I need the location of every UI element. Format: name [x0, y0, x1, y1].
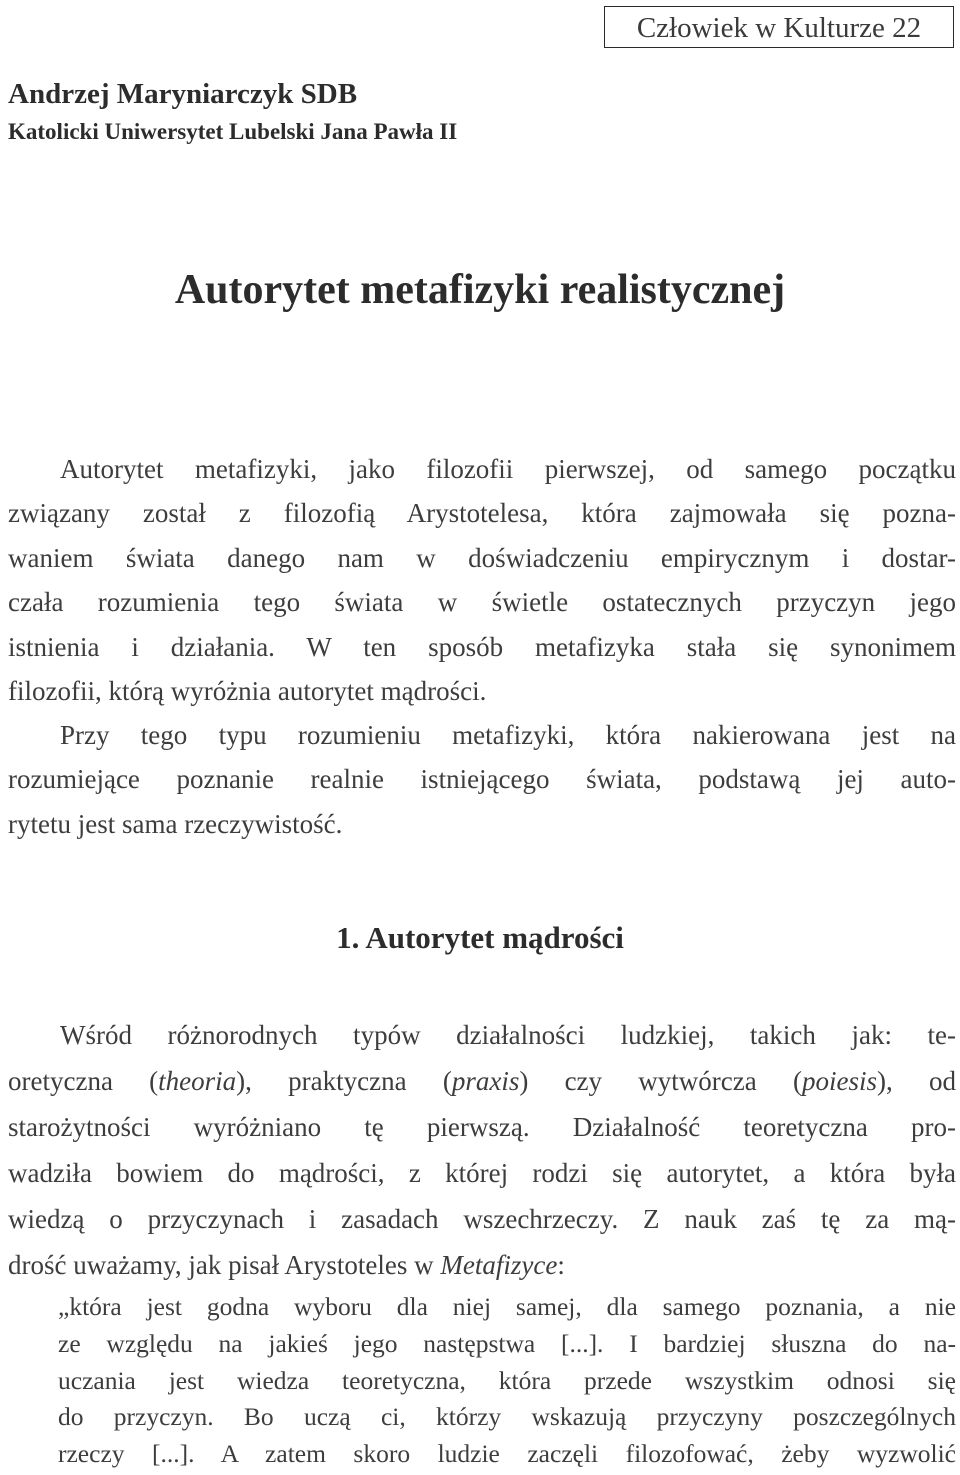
quote-line: uczania jest wiedza teoretyczna, która przede wszystkim odnosi się	[58, 1365, 956, 1395]
intro-paragraph-1	[8, 447, 956, 713]
text-segment: ), od	[876, 1066, 956, 1096]
block-quote	[58, 1289, 956, 1473]
text-line: czała rozumienia tego świata w świetle ostatecznych przyczyn jego	[8, 587, 956, 618]
text-line: wadziła bowiem do mądrości, z której rodzi się autorytet, a która była	[8, 1158, 956, 1188]
text-line	[8, 1058, 956, 1104]
text-segment: :	[557, 1250, 565, 1280]
author-name: Andrzej Maryniarczyk SDB	[8, 78, 358, 110]
text-line: Autorytet metafizyki, jako filozofii pierwszej, od samego początku	[60, 454, 956, 484]
text-line: Wśród różnorodnych typów działalności ludzkiej, takich jak: te-	[60, 1020, 956, 1050]
intro-paragraph-2	[8, 713, 956, 846]
article-title: Autorytet metafizyki realistycznej	[174, 267, 786, 313]
text-line: rytetu jest sama rzeczywistość.	[8, 808, 343, 839]
section-1-paragraph	[8, 1012, 956, 1288]
author-affiliation: Katolicki Uniwersytet Lubelski Jana Pawła II	[8, 119, 458, 144]
quote-line: „która jest godna wyboru dla niej samej, dla samego poznania, a nie	[58, 1292, 956, 1321]
text-segment: oretyczna (	[8, 1066, 159, 1096]
text-line: waniem świata danego nam w doświadczeniu empirycznym i dostar-	[8, 542, 956, 573]
italic-term: Metafizyce	[440, 1250, 558, 1280]
italic-term: poiesis	[801, 1066, 877, 1096]
text-line: wiedzą o przyczynach i zasadach wszechrzeczy. Z nauk zaś tę za mą-	[8, 1204, 956, 1234]
journal-header-box: Człowiek w Kulturze 22	[604, 6, 954, 48]
italic-term: theoria	[158, 1066, 237, 1096]
text-line: starożytności wyróżniano tę pierwszą. Działalność teoretyczna pro-	[8, 1112, 956, 1142]
text-line: Przy tego typu rozumieniu metafizyki, która nakierowana jest na	[60, 720, 956, 750]
text-line: istnienia i działania. W ten sposób metafizyka stała się synonimem	[8, 631, 956, 662]
quote-line: do przyczyn. Bo uczą ci, którzy wskazują przyczyny poszczególnych	[58, 1402, 956, 1432]
text-segment: ), praktyczna (	[236, 1066, 452, 1096]
text-line: rozumiejące poznanie realnie istniejącego świata, podstawą jej auto-	[8, 764, 956, 795]
section-heading: 1. Autorytet mądrości	[336, 920, 624, 955]
text-segment: ) czy wytwórcza (	[519, 1066, 802, 1096]
quote-line: rzeczy [...]. A zatem skoro ludzie zaczęli filozofować, żeby wyzwolić	[58, 1439, 956, 1469]
text-line: filozofii, którą wyróżnia autorytet mądrości.	[8, 676, 487, 707]
quote-line: ze względu na jakieś jego następstwa [...]. I bardziej słuszna do na-	[58, 1328, 956, 1358]
text-line	[8, 1242, 956, 1288]
text-line: związany został z filozofią Arystotelesa, która zajmowała się pozna-	[8, 498, 956, 529]
italic-term: praxis	[451, 1066, 520, 1096]
text-segment: drość uważamy, jak pisał Arystoteles w	[8, 1250, 441, 1280]
